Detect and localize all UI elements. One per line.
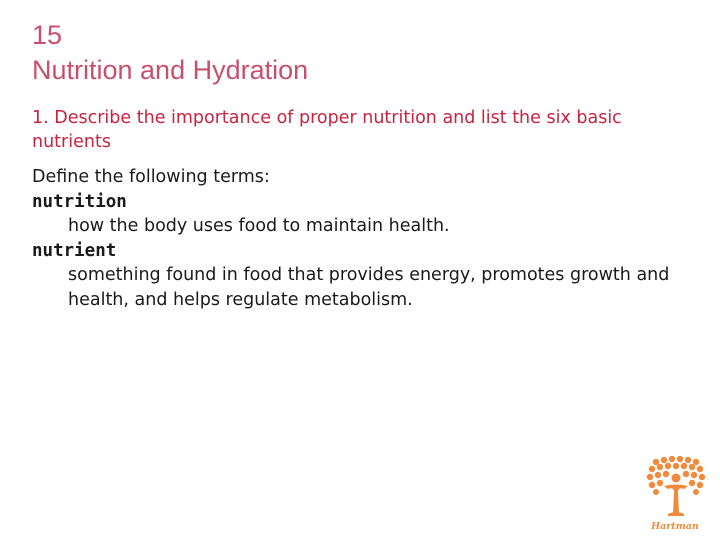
definition-nutrient: something found in food that provides energy, promotes growth and health, and helps regulate metabolism.: [68, 265, 670, 310]
definition-nutrition: how the body uses food to maintain health.: [68, 216, 450, 236]
learning-objective: 1. Describe the importance of proper nutrition and list the six basic nutrients: [32, 108, 622, 152]
term-nutrition: nutrition: [32, 191, 127, 212]
logo-wordmark: Hartman: [651, 521, 699, 532]
chapter-heading: [32, 18, 308, 88]
tree-trunk: [664, 474, 688, 517]
hartman-tree-icon: [644, 456, 706, 534]
term-nutrient: nutrient: [32, 240, 117, 261]
chapter-title: Nutrition and Hydration: [32, 55, 309, 85]
chapter-number: 15: [32, 20, 63, 50]
definitions-intro: Define the following terms:: [32, 167, 270, 187]
definitions-block: [32, 165, 692, 312]
